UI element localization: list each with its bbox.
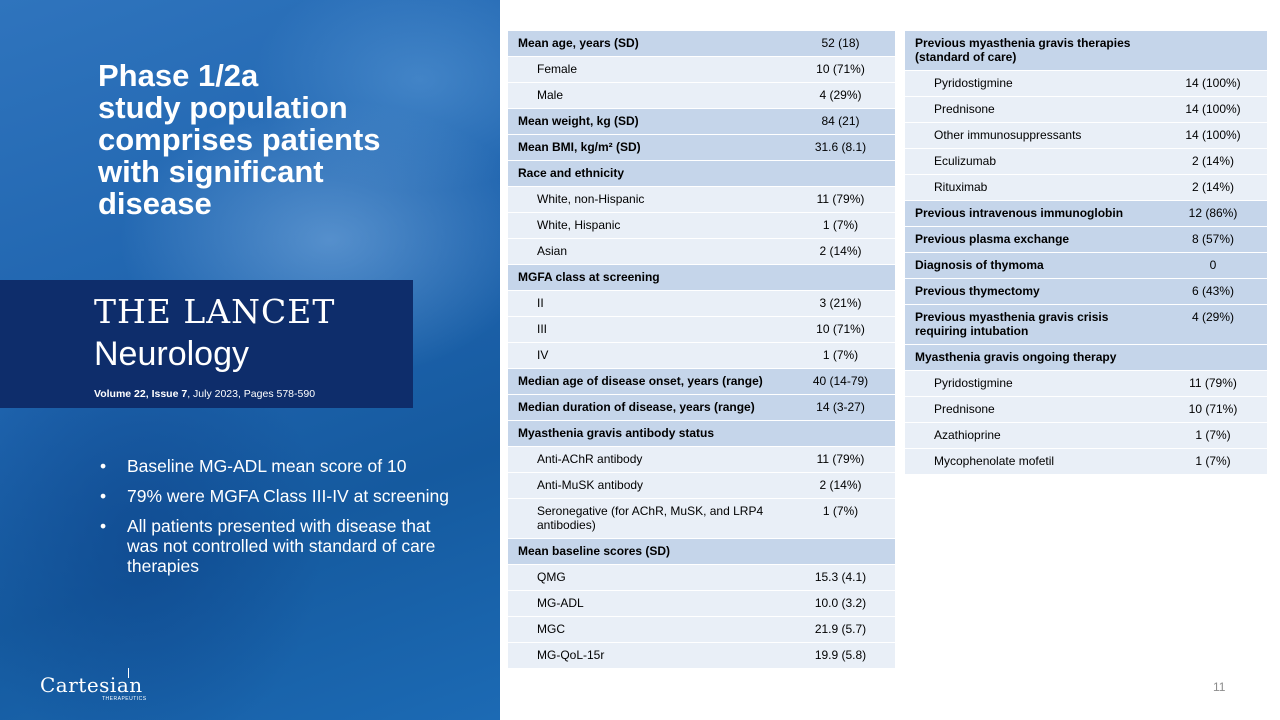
key-finding-item: • Baseline MG-ADL mean score of 10 [100, 456, 460, 476]
table-row [508, 291, 895, 317]
row-value: 1 (7%) [1159, 449, 1267, 475]
row-value: 8 (57%) [1159, 227, 1267, 253]
row-label: III [508, 317, 786, 343]
table-row [905, 201, 1267, 227]
row-value: 84 (21) [786, 109, 895, 135]
table-row [508, 499, 895, 539]
logo-tagline: THERAPEUTICS [102, 696, 147, 702]
row-value: 52 (18) [786, 31, 895, 57]
table-row [508, 109, 895, 135]
table-row [508, 539, 895, 565]
journal-citation [94, 387, 315, 401]
row-label: QMG [508, 565, 786, 591]
slide-title [98, 60, 458, 220]
row-label: Race and ethnicity [508, 161, 786, 187]
table-row [508, 161, 895, 187]
row-value: 10.0 (3.2) [786, 591, 895, 617]
slide-title-line: study population [98, 90, 348, 125]
table-row [508, 187, 895, 213]
table-row [508, 343, 895, 369]
row-value: 6 (43%) [1159, 279, 1267, 305]
row-label: MGFA class at screening [508, 265, 786, 291]
table-row [508, 369, 895, 395]
table-row [508, 135, 895, 161]
row-value [1159, 345, 1267, 371]
table-row [508, 395, 895, 421]
table-row [905, 397, 1267, 423]
row-value: 2 (14%) [786, 239, 895, 265]
row-value: 2 (14%) [1159, 149, 1267, 175]
table-row [905, 253, 1267, 279]
table-row [508, 421, 895, 447]
title-panel [0, 0, 500, 720]
slide-title-line: with significant [98, 154, 324, 189]
row-label: Median age of disease onset, years (range) [508, 369, 786, 395]
table-row [905, 31, 1267, 71]
row-label: Pyridostigmine [905, 371, 1159, 397]
row-value: 1 (7%) [1159, 423, 1267, 449]
row-label: Previous intravenous immunoglobin [905, 201, 1159, 227]
table-row [508, 447, 895, 473]
row-value: 1 (7%) [786, 499, 895, 539]
row-label: Asian [508, 239, 786, 265]
table-row [905, 279, 1267, 305]
row-value: 40 (14-79) [786, 369, 895, 395]
row-value: 14 (100%) [1159, 97, 1267, 123]
row-value: 19.9 (5.8) [786, 643, 895, 669]
row-label: White, Hispanic [508, 213, 786, 239]
journal-citation-volume: Volume 22, Issue 7 [94, 388, 188, 400]
row-label: Rituximab [905, 175, 1159, 201]
row-value [786, 265, 895, 291]
table-row [905, 175, 1267, 201]
table-row [905, 423, 1267, 449]
table-row [508, 83, 895, 109]
row-value: 3 (21%) [786, 291, 895, 317]
row-value: 31.6 (8.1) [786, 135, 895, 161]
table-row [508, 473, 895, 499]
row-value: 1 (7%) [786, 213, 895, 239]
row-label: Azathioprine [905, 423, 1159, 449]
row-label: Median duration of disease, years (range) [508, 395, 786, 421]
row-label: MGC [508, 617, 786, 643]
row-label: Female [508, 57, 786, 83]
row-label: Seronegative (for AChR, MuSK, and LRP4 antibodies) [508, 499, 786, 539]
table-row [905, 345, 1267, 371]
table-row [905, 305, 1267, 345]
journal-subtitle: Neurology [94, 335, 249, 373]
table-row [508, 591, 895, 617]
row-value: 1 (7%) [786, 343, 895, 369]
table-row [905, 149, 1267, 175]
table-row [508, 265, 895, 291]
row-label: Myasthenia gravis antibody status [508, 421, 786, 447]
row-value: 11 (79%) [786, 447, 895, 473]
row-label: Other immunosuppressants [905, 123, 1159, 149]
table-row [508, 317, 895, 343]
table-row [508, 643, 895, 669]
demographics-table [508, 31, 895, 669]
key-finding-item: • All patients presented with disease that was not controlled with standard of care therapies [100, 516, 460, 576]
row-label: Eculizumab [905, 149, 1159, 175]
row-label: Male [508, 83, 786, 109]
row-label: Mean age, years (SD) [508, 31, 786, 57]
row-value: 11 (79%) [1159, 371, 1267, 397]
row-label: Mean BMI, kg/m² (SD) [508, 135, 786, 161]
slide-number: 11 [1213, 680, 1226, 694]
row-value: 2 (14%) [786, 473, 895, 499]
row-value: 14 (100%) [1159, 123, 1267, 149]
table-row [905, 227, 1267, 253]
table-row [905, 97, 1267, 123]
row-value: 4 (29%) [1159, 305, 1267, 345]
table-row [508, 565, 895, 591]
row-label: Previous myasthenia gravis therapies (standard of care) [905, 31, 1159, 71]
key-findings-list [100, 456, 460, 586]
row-label: Mycophenolate mofetil [905, 449, 1159, 475]
row-value: 2 (14%) [1159, 175, 1267, 201]
table-row [905, 449, 1267, 475]
row-value: 10 (71%) [786, 57, 895, 83]
row-label: II [508, 291, 786, 317]
table-row [508, 617, 895, 643]
table-row [508, 239, 895, 265]
table-row [508, 213, 895, 239]
row-value: 0 [1159, 253, 1267, 279]
row-value: 4 (29%) [786, 83, 895, 109]
row-value: 10 (71%) [1159, 397, 1267, 423]
row-value [786, 421, 895, 447]
table-row [905, 71, 1267, 97]
slide-title-line: disease [98, 186, 212, 221]
row-value: 14 (3-27) [786, 395, 895, 421]
row-label: Previous myasthenia gravis crisis requiring intubation [905, 305, 1159, 345]
row-value: 12 (86%) [1159, 201, 1267, 227]
row-label: IV [508, 343, 786, 369]
slide-title-line: comprises patients [98, 122, 381, 157]
row-value [786, 161, 895, 187]
table-row [905, 371, 1267, 397]
table-row [508, 31, 895, 57]
row-label: Mean weight, kg (SD) [508, 109, 786, 135]
row-label: MG-ADL [508, 591, 786, 617]
row-value: 14 (100%) [1159, 71, 1267, 97]
company-logo [40, 668, 150, 708]
row-label: Diagnosis of thymoma [905, 253, 1159, 279]
row-value: 11 (79%) [786, 187, 895, 213]
row-label: Myasthenia gravis ongoing therapy [905, 345, 1159, 371]
table-row [905, 123, 1267, 149]
row-label: Prednisone [905, 397, 1159, 423]
table-row [508, 57, 895, 83]
row-value [786, 539, 895, 565]
row-value: 21.9 (5.7) [786, 617, 895, 643]
row-label: White, non-Hispanic [508, 187, 786, 213]
row-label: Prednisone [905, 97, 1159, 123]
row-value: 10 (71%) [786, 317, 895, 343]
row-label: MG-QoL-15r [508, 643, 786, 669]
row-value: 15.3 (4.1) [786, 565, 895, 591]
logo-wordmark: Cartesian [40, 673, 143, 697]
journal-citation-details: , July 2023, Pages 578-590 [187, 388, 316, 400]
row-label: Previous thymectomy [905, 279, 1159, 305]
key-finding-item: • 79% were MGFA Class III-IV at screening [100, 486, 460, 506]
row-value [1159, 31, 1267, 71]
row-label: Pyridostigmine [905, 71, 1159, 97]
row-label: Anti-MuSK antibody [508, 473, 786, 499]
row-label: Anti-AChR antibody [508, 447, 786, 473]
row-label: Previous plasma exchange [905, 227, 1159, 253]
row-label: Mean baseline scores (SD) [508, 539, 786, 565]
therapies-table [905, 31, 1267, 475]
journal-name: THE LANCET [94, 292, 336, 331]
slide-title-line: Phase 1/2a [98, 58, 259, 93]
